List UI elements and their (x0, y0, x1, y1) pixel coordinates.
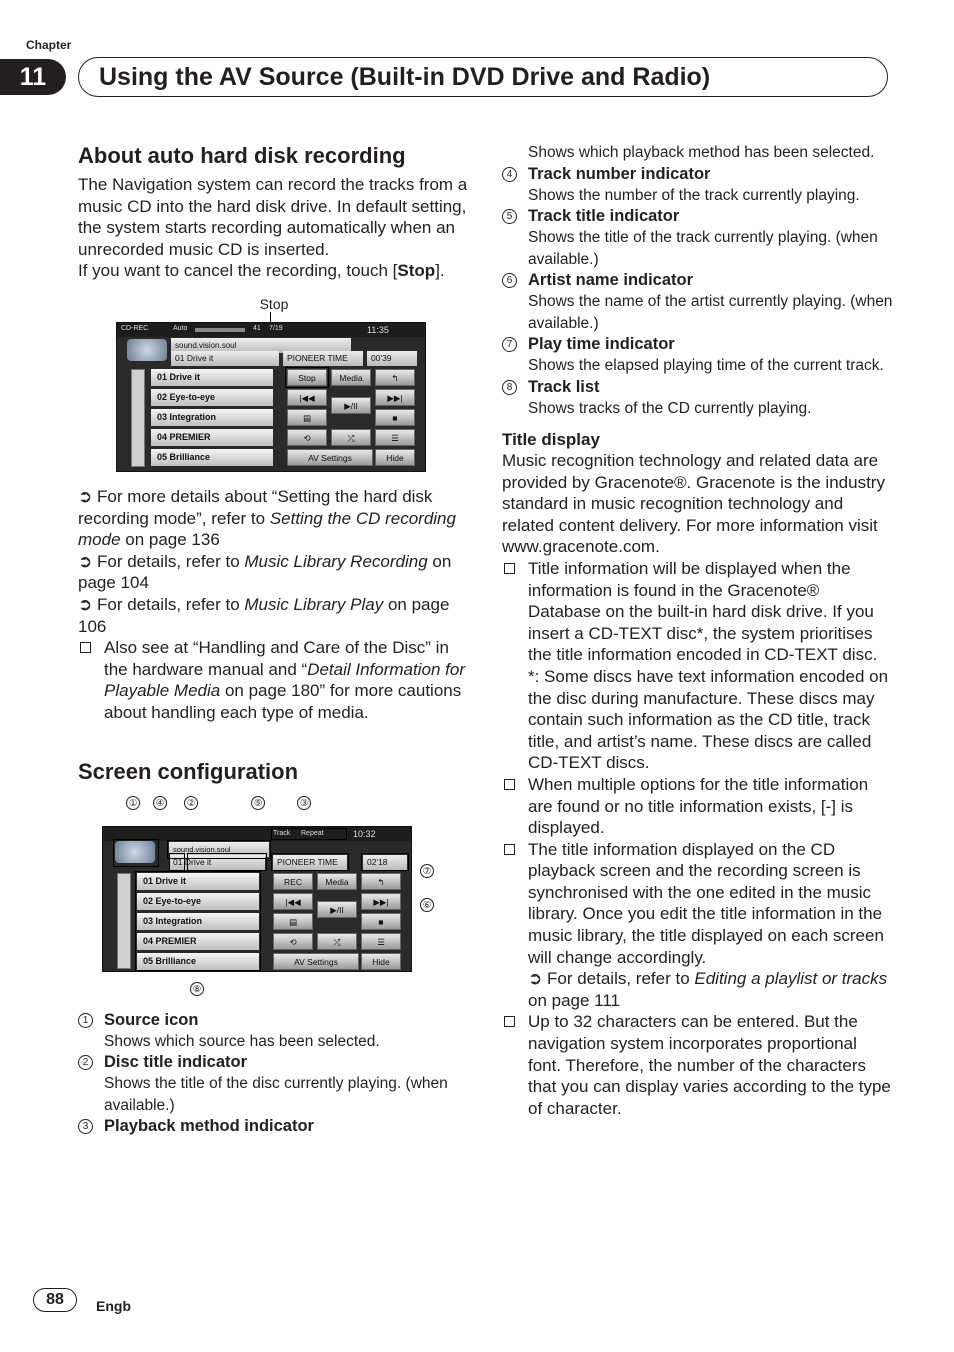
callout-1: ① (126, 796, 140, 810)
indicator-3: 3 Playback method indicator (78, 1116, 470, 1137)
screen-config-heading: Screen configuration (78, 758, 299, 784)
chapter-label: Chapter (26, 38, 72, 52)
indicator-list-left (78, 1010, 470, 1138)
stop-button[interactable]: Stop (287, 369, 327, 386)
repeat-button[interactable]: ⟲ (273, 933, 313, 950)
language-code: Engb (96, 1298, 131, 1314)
auto-recording-heading: About auto hard disk recording (78, 143, 406, 168)
av-settings-button[interactable]: AV Settings (273, 953, 359, 970)
track-title-highlight (187, 853, 267, 871)
callout-2: ② (184, 796, 198, 810)
handling-note: Also see at “Handling and Care of the Disc” in the hardware manual and “Detail Information for Playable Media on page 180” for more cautions about handling each type of media. (78, 637, 470, 723)
right-column (502, 142, 894, 1119)
callout-7: ⑦ (420, 864, 434, 878)
media-button[interactable]: Media (331, 369, 371, 386)
title-display-intro: Music recognition technology and related data are provided by Gracenote®. Gracenote is the industry standard in music recognition technology and related content delivery. For more information visit www.gracenote.com. (502, 451, 885, 557)
next-button[interactable]: ▶▶| (375, 389, 415, 406)
random-button[interactable]: ⤮ (317, 933, 357, 950)
playback-screen: Track Repeat 10:32 sound.vision.soul 01 Drive it PIONEER TIME 02'18 01 Drive it 02 Eye-to-eye 03 Integration 04 PREMIER 05 Brilliance REC Media ↰ |◀◀ ▶/II ▶▶| ▤ ■ ⟲ ⤮ ☰ AV Settings Hide (102, 826, 412, 972)
indicator-2: 2 Disc title indicator Shows the title of the disc currently playing. (when available.) (78, 1052, 470, 1116)
source-icon-highlight (113, 839, 159, 867)
title-display-heading: Title display (502, 430, 600, 449)
title-bullet-1: Title information will be displayed when the information is found in the Gracenote® Database on the built-in hard disk drive. If you insert a CD-TEXT disc*, the system prioritises the title information encoded in CD-TEXT disc. (502, 558, 894, 666)
title-bullet-4: Up to 32 characters can be entered. But the navigation system incorporates proportional font. Therefore, the number of the characters that you can display varies according to the type of character. (502, 1011, 894, 1119)
artist-highlight (271, 853, 349, 871)
cd-text-note: *: Some discs have text information encoded on the disc during manufacture. These discs may contain such information as the CD title, track title, and artist’s name. These discs are called CD-TEXT discs. (528, 666, 889, 773)
indicator-6: 6 Artist name indicator Shows the name of the artist currently playing. (when available.) (502, 270, 894, 334)
stop-square-button[interactable]: ■ (375, 409, 415, 426)
indicator-5: 5 Track title indicator Shows the title of the track currently playing. (when available.) (502, 206, 894, 270)
play-pause-button[interactable]: ▶/II (317, 901, 357, 918)
cancel-recording-para: If you want to cancel the recording, touch [Stop]. (78, 261, 445, 281)
callout-3: ③ (297, 796, 311, 810)
list-button[interactable]: ▤ (273, 913, 313, 930)
return-button[interactable]: ↰ (375, 369, 415, 386)
method-highlight (271, 828, 347, 840)
menu-button[interactable]: ☰ (375, 429, 415, 446)
time-highlight (361, 853, 409, 871)
stop-square-button[interactable]: ■ (361, 913, 401, 930)
stop-caption: Stop (259, 295, 289, 312)
track-number-highlight (169, 853, 185, 871)
prev-button[interactable]: |◀◀ (273, 893, 313, 910)
return-button[interactable]: ↰ (361, 873, 401, 890)
auto-recording-para: The Navigation system can record the tracks from a music CD into the hard disk drive. In default setting, the system starts recording automatically when an unrecorded music CD is inserted. (78, 175, 468, 259)
reference-2: ➲ For details, refer to Music Library Recording on page 104 (78, 551, 452, 593)
play-pause-button[interactable]: ▶/II (331, 397, 371, 414)
indicator-8: 8 Track list Shows tracks of the CD currently playing. (502, 377, 894, 420)
editing-reference: ➲ For details, refer to Editing a playlist or tracks on page 111 (528, 969, 888, 1010)
source-icon (127, 339, 167, 361)
chapter-title: Using the AV Source (Built-in DVD Drive and Radio) (78, 57, 888, 97)
reference-1: ➲ For more details about “Setting the hard disk recording mode”, refer to Setting the CD recording mode on page 136 (78, 486, 456, 550)
page-number: 88 (33, 1288, 77, 1312)
indicator-4: 4 Track number indicator Shows the number of the track currently playing. (502, 164, 894, 207)
title-bullet-2: When multiple options for the title information are found or no title information exists, [-] is displayed. (502, 774, 894, 839)
hide-button[interactable]: Hide (375, 449, 415, 466)
reference-list (78, 486, 470, 724)
callout-labels (78, 792, 470, 814)
media-button[interactable]: Media (317, 873, 357, 890)
indicator-1: 1 Source icon Shows which source has been selected. (78, 1010, 470, 1053)
menu-button[interactable]: ☰ (361, 933, 401, 950)
next-button[interactable]: ▶▶| (361, 893, 401, 910)
list-button[interactable]: ▤ (287, 409, 327, 426)
indicator-7: 7 Play time indicator Shows the elapsed playing time of the current track. (502, 334, 894, 377)
callout-8: ⑧ (190, 982, 204, 996)
indicator-3-desc: Shows which playback method has been selected. (528, 144, 875, 161)
random-button[interactable]: ⤮ (331, 429, 371, 446)
title-bullet-3: The title information displayed on the CD playback screen and the recording screen is synchronised with the one edited in the music library. Once you edit the title information in the music library, the title displayed on each screen will change accordingly. (502, 839, 894, 969)
prev-button[interactable]: |◀◀ (287, 389, 327, 406)
callout-5: ⑤ (251, 796, 265, 810)
callout-6: ⑥ (420, 898, 434, 912)
reference-3: ➲ For details, refer to Music Library Play on page 106 (78, 594, 450, 636)
av-settings-button[interactable]: AV Settings (287, 449, 373, 466)
rec-button[interactable]: REC (273, 873, 313, 890)
chapter-number: 11 (0, 59, 66, 95)
stop-highlight (285, 367, 329, 388)
callout-4: ④ (153, 796, 167, 810)
recording-screen: CD-REC Auto 41 7/19 11:35 sound.vision.soul 01 Drive it PIONEER TIME 00'39 01 Drive it 02 Eye-to-eye 03 Integration 04 PREMIER 05 Brilliance Stop Media ↰ |◀◀ ▶/II ▶▶| ▤ ■ ⟲ ⤮ ☰ AV Settings Hide (116, 322, 426, 472)
left-column (78, 142, 470, 1137)
repeat-button[interactable]: ⟲ (287, 429, 327, 446)
hide-button[interactable]: Hide (361, 953, 401, 970)
track-list-highlight (135, 871, 261, 971)
